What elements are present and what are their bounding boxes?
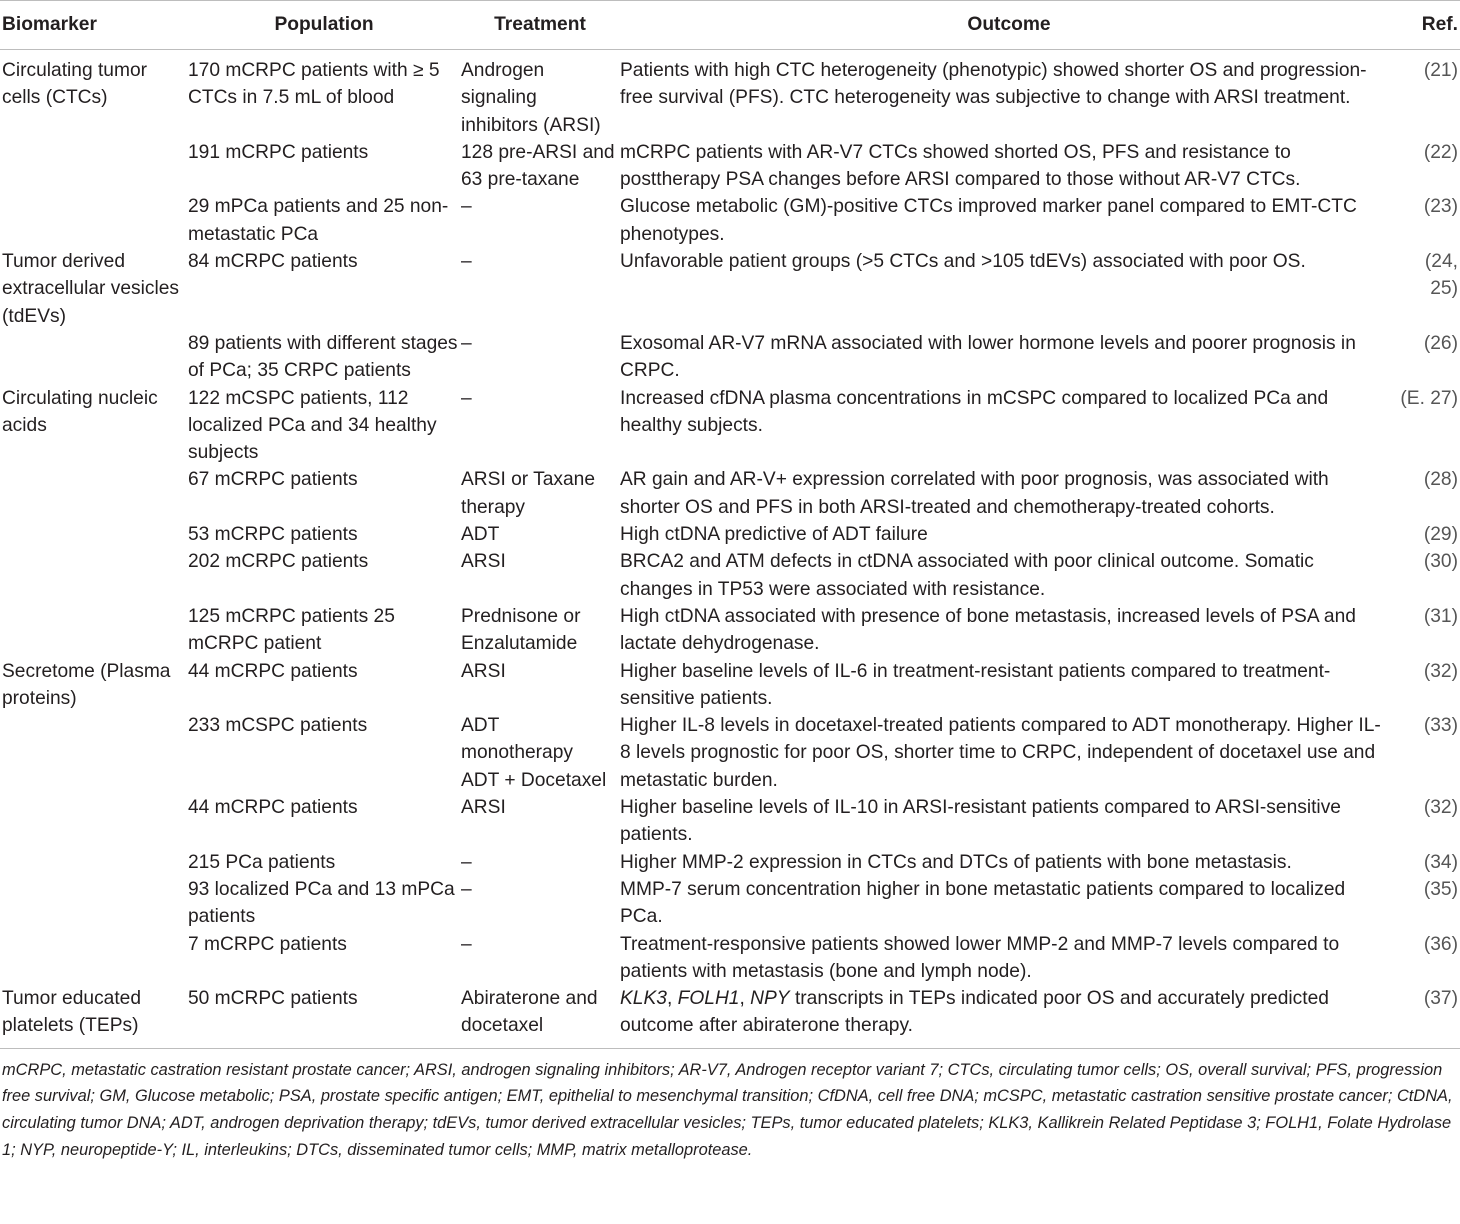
table-row	[0, 658, 1460, 713]
cell-outcome: AR gain and AR-V+ expression correlated with poor prognosis, was associated with shorter OS and PFS in both ARSI-treated and chemotherapy-treated cohorts.	[620, 469, 1329, 518]
cell-population: 233 mCSPC patients	[188, 715, 368, 737]
cell-outcome: Exosomal AR-V7 mRNA associated with lower hormone levels and poorer prognosis in CRPC.	[620, 332, 1356, 382]
table-row	[0, 548, 1460, 603]
cell-ref-link[interactable]: (28)	[1423, 469, 1458, 491]
cell-ref-link[interactable]: (26)	[1423, 332, 1458, 354]
cell-ref-link[interactable]: (37)	[1423, 988, 1458, 1010]
cell-population: 191 mCRPC patients	[188, 141, 369, 163]
cell-ref-link[interactable]: (31)	[1423, 605, 1458, 627]
cell-outcome: Higher IL-8 levels in docetaxel-treated patients compared to ADT monotherapy. Higher IL-8 levels prognostic for poor OS, shorter time to CRPC, independent of docetaxel use and metastatic burden.	[620, 715, 1381, 791]
cell-ref-link[interactable]: (32)	[1423, 797, 1458, 819]
cell-biomarker: Tumor derived extracellular vesicles (tdEVs)	[2, 251, 180, 327]
table-row	[0, 248, 1460, 330]
gene-name: KLK3	[620, 988, 667, 1010]
cell-treatment: Androgen signaling inhibitors (ARSI)	[461, 60, 601, 136]
cell-population: 93 localized PCa and 13 mPCa patients	[188, 878, 455, 928]
cell-ref-link[interactable]: (E. 27)	[1400, 387, 1458, 409]
outcome-text: transcripts in TEPs indicated poor OS and accurately predicted outcome after abiraterone therapy.	[620, 988, 1329, 1037]
cell-population: 50 mCRPC patients	[188, 988, 358, 1010]
cell-outcome	[619, 985, 1399, 1048]
cell-biomarker	[0, 931, 187, 986]
cell-population: 44 mCRPC patients	[188, 797, 358, 819]
cell-treatment: ADT	[461, 524, 500, 546]
cell-ref-link[interactable]: (24, 25)	[1424, 251, 1458, 300]
cell-treatment: Abiraterone and docetaxel	[461, 988, 598, 1037]
cell-biomarker	[0, 193, 187, 248]
table-row	[0, 849, 1460, 876]
cell-ref-link[interactable]: (33)	[1423, 715, 1458, 737]
table-row	[0, 985, 1460, 1048]
gene-name: NPY	[750, 988, 790, 1010]
table-row	[0, 931, 1460, 986]
cell-biomarker	[0, 548, 187, 603]
cell-outcome: High ctDNA associated with presence of bone metastasis, increased levels of PSA and lactate dehydrogenase.	[620, 605, 1356, 655]
cell-population: 53 mCRPC patients	[188, 524, 358, 546]
cell-biomarker	[0, 849, 187, 876]
table-row	[0, 876, 1460, 931]
cell-ref-link[interactable]: (29)	[1423, 524, 1458, 546]
cell-biomarker	[0, 466, 187, 521]
cell-ref-link[interactable]: (22)	[1423, 141, 1458, 163]
cell-biomarker	[0, 876, 187, 931]
cell-outcome: Increased cfDNA plasma concentrations in mCSPC compared to localized PCa and healthy subjects.	[620, 387, 1329, 436]
table-row	[0, 603, 1460, 658]
cell-population: 215 PCa patients	[188, 851, 336, 873]
cell-outcome: High ctDNA predictive of ADT failure	[620, 524, 928, 546]
cell-population: 29 mPCa patients and 25 non-metastatic PCa	[188, 196, 449, 245]
cell-treatment: –	[461, 851, 472, 873]
cell-population: 202 mCRPC patients	[188, 551, 369, 573]
table-row	[0, 466, 1460, 521]
gene-separator: ,	[739, 988, 751, 1010]
table-body	[0, 50, 1460, 1048]
cell-biomarker	[0, 330, 187, 385]
cell-population: 170 mCRPC patients with ≥ 5 CTCs in 7.5 mL of blood	[188, 60, 440, 109]
cell-outcome: Higher baseline levels of IL-10 in ARSI-resistant patients compared to ARSI-sensitive patients.	[620, 797, 1341, 846]
cell-ref-link[interactable]: (36)	[1423, 933, 1458, 955]
gene-name: FOLH1	[677, 988, 740, 1010]
table-footnote: mCRPC, metastatic castration resistant prostate cancer; ARSI, androgen signaling inhibitors; AR-V7, Androgen receptor variant 7; CTCs, circulating tumor cells; OS, overall survival; PFS, progression free survival; GM, Glucose metabolic; PSA, prostate specific antigen; EMT, epithelial to mesenchymal transition; CfDNA, cell free DNA; mCSPC, metastatic castration sensitive prostate cancer; CtDNA, circulating tumor DNA; ADT, androgen deprivation therapy; tdEVs, tumor derived extracellular vesicles; TEPs, tumor educated platelets; KLK3, Kallikrein Related Peptidase 3; FOLH1, Folate Hydrolase 1; NYP, neuropeptide-Y; IL, interleukins; DTCs, disseminated tumor cells; MMP, matrix metalloprotease.	[0, 1048, 1460, 1164]
header-biomarker: Biomarker	[0, 1, 187, 50]
header-treatment: Treatment	[461, 1, 619, 50]
cell-treatment: –	[461, 332, 472, 354]
cell-population: 125 mCRPC patients 25 mCRPC patient	[188, 605, 395, 655]
header-row	[0, 1, 1460, 50]
table-row	[0, 193, 1460, 248]
cell-treatment: –	[461, 878, 472, 900]
table-row	[0, 139, 1460, 194]
cell-biomarker	[0, 603, 187, 658]
cell-ref-link[interactable]: (23)	[1423, 196, 1458, 218]
cell-population: 89 patients with different stages of PCa; 35 CRPC patients	[188, 332, 458, 382]
table-row	[0, 794, 1460, 849]
cell-biomarker: Secretome (Plasma proteins)	[2, 660, 171, 709]
cell-ref-link[interactable]: (21)	[1423, 60, 1458, 81]
cell-treatment: 128 pre-ARSI and 63 pre-taxane	[461, 141, 615, 191]
cell-biomarker	[0, 521, 187, 548]
cell-outcome: BRCA2 and ATM defects in ctDNA associated with poor clinical outcome. Somatic changes in TP53 were associated with resistance.	[620, 551, 1314, 600]
header-population: Population	[187, 1, 461, 50]
cell-biomarker: Circulating tumor cells (CTCs)	[2, 60, 148, 109]
cell-ref-link[interactable]: (34)	[1423, 851, 1458, 873]
cell-treatment: –	[461, 933, 472, 955]
cell-outcome: Glucose metabolic (GM)-positive CTCs improved marker panel compared to EMT-CTC phenotypes.	[620, 196, 1357, 245]
cell-outcome: mCRPC patients with AR-V7 CTCs showed shorted OS, PFS and resistance to posttherapy PSA changes before ARSI compared to those without AR-V7 CTCs.	[620, 141, 1301, 191]
cell-ref-link[interactable]: (32)	[1423, 660, 1458, 682]
cell-population: 44 mCRPC patients	[188, 660, 358, 682]
gene-separator: ,	[666, 988, 678, 1010]
cell-outcome: Higher MMP-2 expression in CTCs and DTCs of patients with bone metastasis.	[620, 851, 1292, 873]
table-row	[0, 50, 1460, 139]
cell-biomarker	[0, 139, 187, 194]
header-ref: Ref.	[1399, 1, 1460, 50]
cell-biomarker: Circulating nucleic acids	[2, 387, 158, 436]
cell-biomarker	[0, 794, 187, 849]
cell-outcome: Patients with high CTC heterogeneity (phenotypic) showed shorter OS and progression-free survival (PFS). CTC heterogeneity was subjective to change with ARSI treatment.	[620, 60, 1367, 109]
cell-population: 7 mCRPC patients	[188, 933, 347, 955]
table-row	[0, 712, 1460, 794]
cell-biomarker: Tumor educated platelets (TEPs)	[2, 988, 142, 1037]
cell-treatment: ARSI	[461, 660, 506, 682]
table-row	[0, 385, 1460, 467]
cell-population: 67 mCRPC patients	[188, 469, 358, 491]
cell-outcome: Unfavorable patient groups (>5 CTCs and >105 tdEVs) associated with poor OS.	[620, 251, 1306, 273]
cell-treatment: –	[461, 387, 472, 409]
cell-treatment: Prednisone or Enzalutamide	[461, 605, 581, 655]
cell-ref-link[interactable]: (35)	[1423, 878, 1458, 900]
cell-treatment: ARSI or Taxane therapy	[461, 469, 596, 518]
cell-treatment: ADT monotherapy ADT + Docetaxel	[461, 715, 607, 791]
cell-biomarker	[0, 712, 187, 794]
table-row	[0, 521, 1460, 548]
cell-treatment: ARSI	[461, 797, 506, 819]
cell-ref-link[interactable]: (30)	[1423, 551, 1458, 573]
cell-population: 122 mCSPC patients, 112 localized PCa and 34 healthy subjects	[188, 387, 437, 464]
cell-outcome: Treatment-responsive patients showed lower MMP-2 and MMP-7 levels compared to patients with metastasis (bone and lymph node).	[620, 933, 1340, 982]
cell-population: 84 mCRPC patients	[188, 251, 358, 273]
header-outcome: Outcome	[619, 1, 1399, 50]
cell-outcome: MMP-7 serum concentration higher in bone metastatic patients compared to localized PCa.	[620, 878, 1346, 928]
cell-treatment: ARSI	[461, 551, 506, 573]
cell-treatment: –	[461, 251, 472, 273]
cell-outcome: Higher baseline levels of IL-6 in treatment-resistant patients compared to treatment-sensitive patients.	[620, 660, 1331, 709]
cell-treatment: –	[461, 196, 472, 218]
table-header	[0, 1, 1460, 50]
table-row	[0, 330, 1460, 385]
